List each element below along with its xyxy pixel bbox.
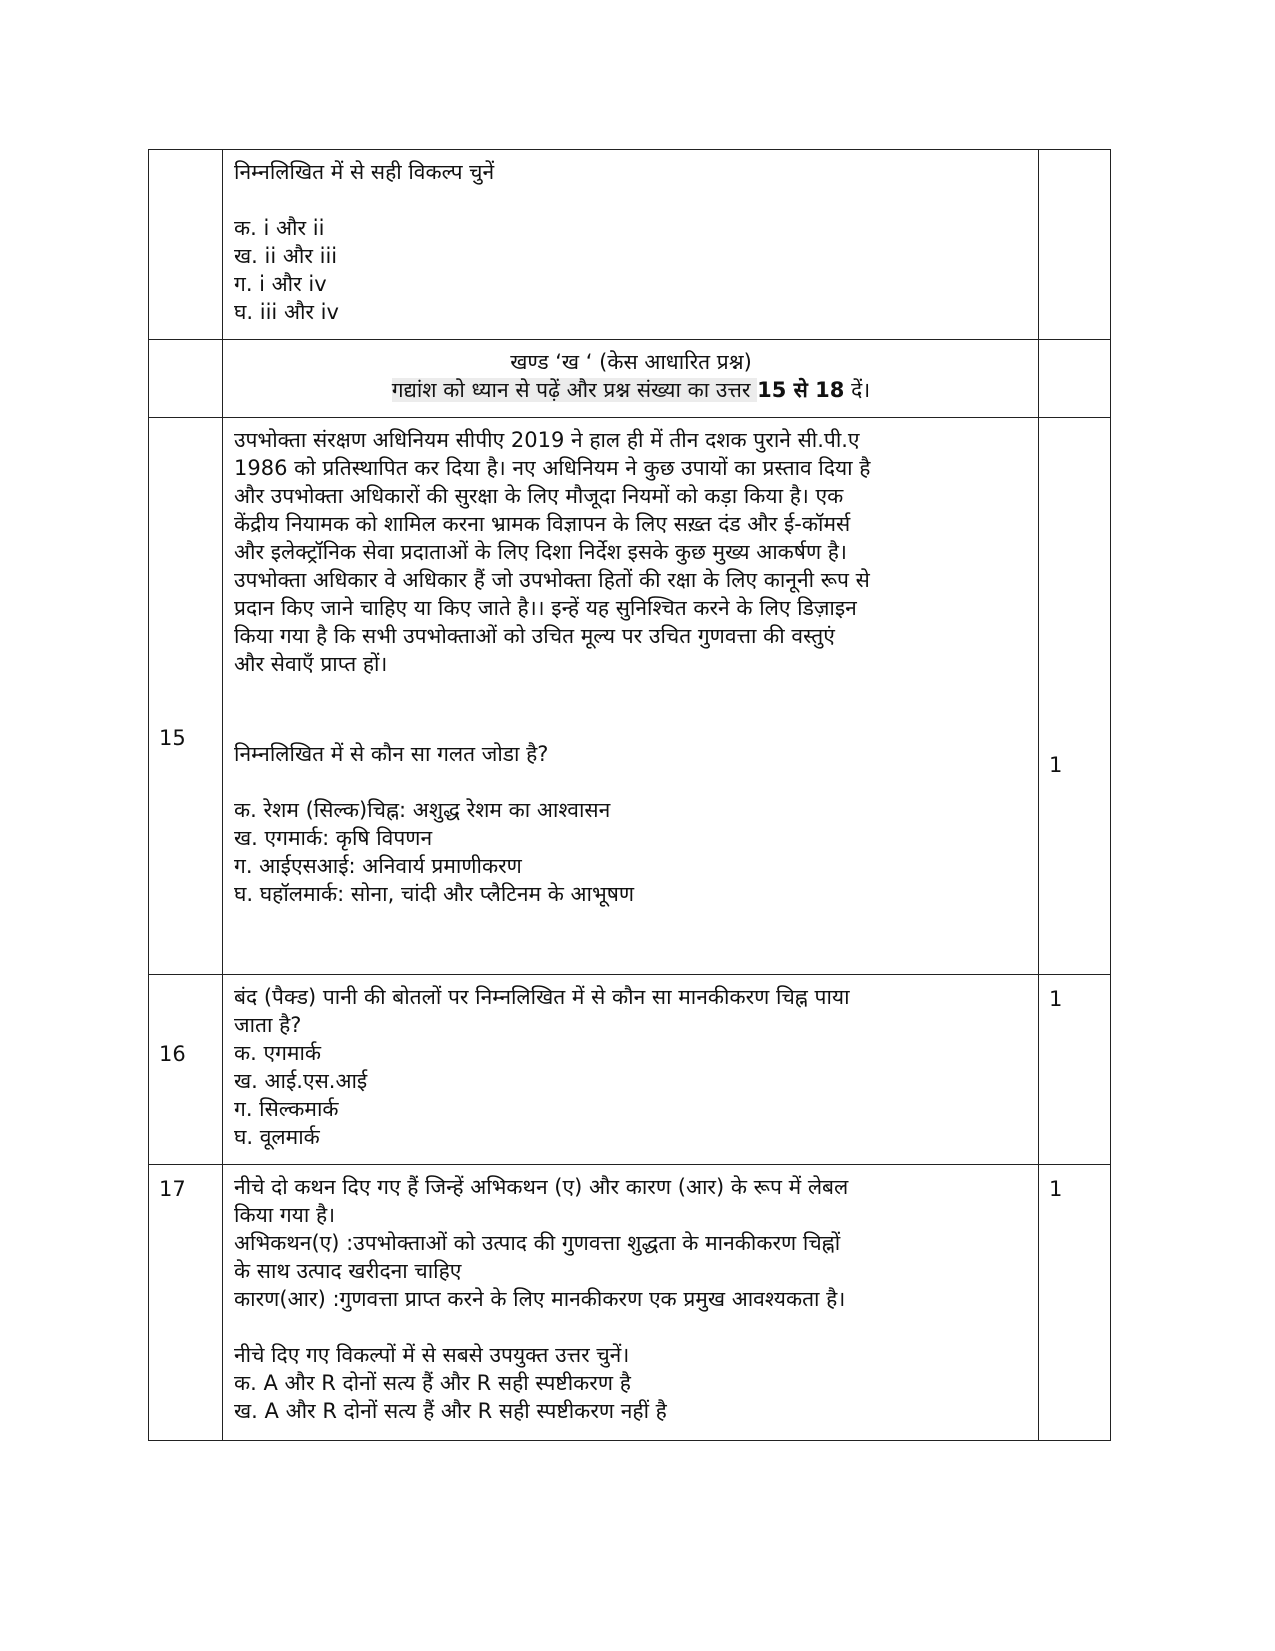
question-text: निम्नलिखित में से कौन सा गलत जोडा है?: [234, 742, 549, 766]
passage-line: और सेवाएँ प्राप्त हों।: [234, 652, 388, 676]
question-body: [223, 1165, 1039, 1441]
question-number-cell: [149, 1165, 223, 1441]
option-text: क. रेशम (सिल्क)चिह्न: अशुद्ध रेशम का आश्वासन: [234, 798, 611, 822]
table-row: [149, 150, 1111, 340]
option-text: क. एगमार्क: [234, 1041, 322, 1065]
passage-line: केंद्रीय नियामक को शामिल करना भ्रामक विज्ञापन के लिए सख़्त दंड और ई-कॉमर्स: [234, 512, 851, 536]
section-header: [223, 340, 1039, 418]
question-text: जाता है?: [234, 1013, 302, 1037]
question-number: 16: [159, 1042, 186, 1066]
option-text: ग. सिल्कमार्क: [234, 1097, 339, 1121]
marks-value: 1: [1049, 987, 1063, 1011]
section-heading: खण्ड ‘ख ‘ (केस आधारित प्रश्न): [510, 350, 752, 374]
question-number: 17: [159, 1177, 186, 1201]
section-instruction: गद्यांश को ध्यान से पढ़ें और प्रश्न संख्या का उत्तर 15 से 18 दें।: [391, 378, 871, 402]
option-text: ग. i और iv: [234, 272, 327, 296]
table-row: [149, 975, 1111, 1165]
table-row: [149, 1165, 1111, 1441]
statement-line: के साथ उत्पाद खरीदना चाहिए: [234, 1259, 462, 1283]
marks-cell: [1039, 150, 1111, 340]
passage-line: उपभोक्ता अधिकार वे अधिकार हैं जो उपभोक्ता हितों की रक्षा के लिए कानूनी रूप से: [234, 568, 870, 592]
marks-value: 1: [1049, 753, 1063, 777]
statement-line: अभिकथन(ए) :उपभोक्ताओं को उत्पाद की गुणवत्ता शुद्धता के मानकीकरण चिह्नों: [234, 1231, 841, 1255]
passage-line: प्रदान किए जाने चाहिए या किए जाते है।। इन्हें यह सुनिश्चित करने के लिए डिज़ाइन: [234, 596, 857, 620]
statement-line: कारण(आर) :गुणवत्ता प्राप्त करने के लिए मानकीकरण एक प्रमुख आवश्यकता है।: [234, 1287, 846, 1311]
question-body: [223, 150, 1039, 340]
passage-line: और उपभोक्ता अधिकारों की सुरक्षा के लिए मौजूदा नियमों को कड़ा किया है। एक: [234, 484, 844, 508]
statement-line: नीचे दो कथन दिए गए हैं जिन्हें अभिकथन (ए) और कारण (आर) के रूप में लेबल: [234, 1175, 849, 1199]
marks-cell: [1039, 975, 1111, 1165]
option-text: घ. iii और iv: [234, 300, 339, 324]
question-number-cell: [149, 418, 223, 975]
passage-line: उपभोक्ता संरक्षण अधिनियम सीपीए 2019 ने हाल ही में तीन दशक पुराने सी.पी.ए: [234, 428, 860, 452]
option-text: ख. A और R दोनों सत्य हैं और R सही स्पष्टीकरण नहीं है: [234, 1399, 667, 1423]
question-number: 15: [159, 726, 186, 750]
option-text: ख. एगमार्क: कृषि विपणन: [234, 826, 433, 850]
question-number-cell: [149, 150, 223, 340]
passage-line: और इलेक्ट्रॉनिक सेवा प्रदाताओं के लिए दिशा निर्देश इसके कुछ मुख्य आकर्षण है।: [234, 540, 847, 564]
question-body: [223, 418, 1039, 975]
statement-line: किया गया है।: [234, 1203, 336, 1227]
marks-value: 1: [1049, 1177, 1063, 1201]
marks-cell: [1039, 418, 1111, 975]
instruction-text: नीचे दिए गए विकल्पों में से सबसे उपयुक्त उत्तर चुनें।: [234, 1343, 630, 1367]
option-text: घ. घहॉलमार्क: सोना, चांदी और प्लैटिनम के आभूषण: [234, 882, 635, 906]
option-text: क. A और R दोनों सत्य हैं और R सही स्पष्टीकरण है: [234, 1371, 631, 1395]
option-text: ग. आईएसआई: अनिवार्य प्रमाणीकरण: [234, 854, 522, 878]
question-table: [148, 149, 1111, 1441]
option-text: क. i और ii: [234, 216, 325, 240]
instruction-text: निम्नलिखित में से सही विकल्प चुनें: [234, 160, 495, 184]
table-row: [149, 418, 1111, 975]
marks-cell: [1039, 1165, 1111, 1441]
question-number-cell: [149, 975, 223, 1165]
option-text: घ. वूलमार्क: [234, 1125, 320, 1149]
passage-line: 1986 को प्रतिस्थापित कर दिया है। नए अधिनियम ने कुछ उपायों का प्रस्ताव दिया है: [234, 456, 871, 480]
marks-cell: [1039, 340, 1111, 418]
passage-line: किया गया है कि सभी उपभोक्ताओं को उचित मूल्य पर उचित गुणवत्ता की वस्तुएं: [234, 624, 835, 648]
option-text: ख. ii और iii: [234, 244, 338, 268]
question-text: बंद (पैक्ड) पानी की बोतलों पर निम्नलिखित में से कौन सा मानकीकरण चिह्न पाया: [234, 985, 850, 1009]
question-body: [223, 975, 1039, 1165]
option-text: ख. आई.एस.आई: [234, 1069, 368, 1093]
question-number-cell: [149, 340, 223, 418]
table-row: [149, 340, 1111, 418]
question-range: 15 से 18: [757, 378, 845, 402]
